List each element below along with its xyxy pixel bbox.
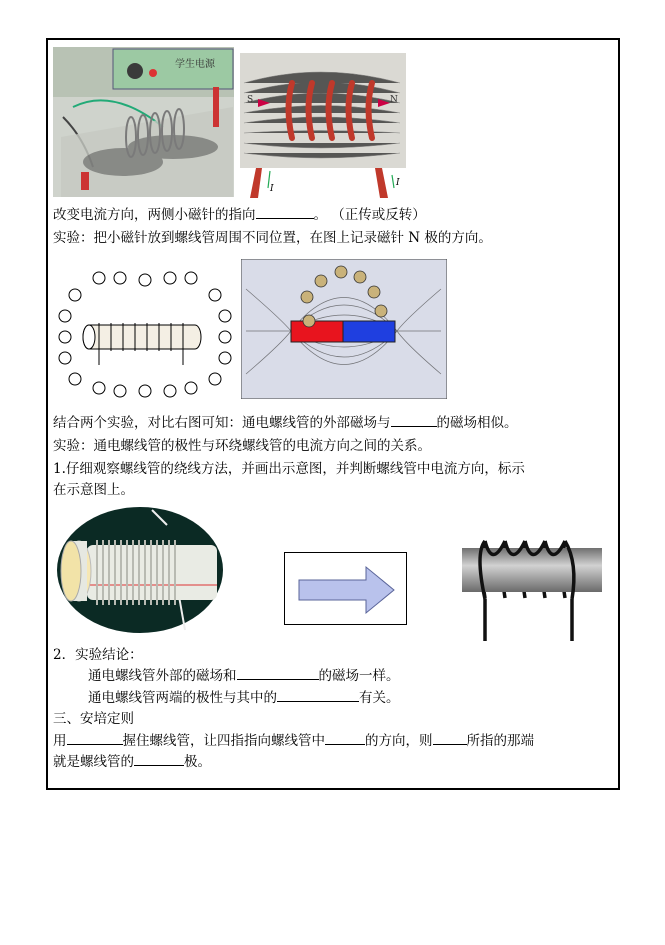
solenoid-compass-diagram: [55, 265, 235, 403]
ampere-rule-line-2: 就是螺线管的 极。: [53, 754, 211, 770]
section-3-heading: 三、安培定则: [53, 711, 134, 727]
blank-4[interactable]: [277, 688, 359, 702]
current-right-label: I: [396, 178, 400, 188]
blank-3[interactable]: [237, 666, 319, 680]
experiment-2-text: 实验：通电螺线管的极性与环绕螺线管的电流方向之间的关系。: [53, 438, 431, 454]
direction-arrow-box: [284, 552, 407, 625]
combine-experiments-text: 结合两个实验，对比右图可知：通电螺线管的外部磁场与 的磁场相似。: [53, 415, 518, 431]
pole-s-label: S: [247, 95, 254, 105]
blank-7[interactable]: [433, 731, 467, 745]
solenoid-iron-filings-photo: [240, 53, 406, 198]
blank-6[interactable]: [325, 731, 365, 745]
blank-8[interactable]: [134, 752, 184, 766]
pole-n-label: N: [390, 95, 398, 105]
wound-tube-photo: [57, 505, 224, 635]
blank-2[interactable]: [391, 413, 437, 427]
step-1-text-line-2: 在示意图上。: [53, 482, 134, 498]
solenoid-schematic: [460, 533, 606, 643]
ampere-rule-line-1: 用 握住螺线管，让四指指向螺线管中 的方向，则 所指的那端: [53, 733, 534, 749]
blank-5[interactable]: [67, 731, 123, 745]
step-1-text-line-1: 1.仔细观察螺线管的绕线方法，并画出示意图，并判断螺线管中电流方向，标示: [53, 461, 525, 477]
conclusion-title: 2．实验结论：: [53, 647, 143, 663]
experiment-1-text: 实验：把小磁针放到螺线管周围不同位置，在图上记录磁针 N 极的方向。: [53, 230, 492, 246]
conclusion-2: 通电螺线管两端的极性与其中的 有关。: [88, 690, 400, 706]
blank-1[interactable]: [256, 205, 314, 219]
device-sign-text: 学生电源: [175, 59, 215, 70]
conclusion-1: 通电螺线管外部的磁场和 的磁场一样。: [88, 668, 400, 684]
current-left-label: I: [270, 184, 274, 194]
solenoid-apparatus-photo: [53, 47, 234, 197]
bar-magnet-field-photo: [241, 259, 447, 399]
question-current-direction: 改变电流方向，两侧小磁针的指向 。 （正传或反转）: [53, 207, 426, 223]
